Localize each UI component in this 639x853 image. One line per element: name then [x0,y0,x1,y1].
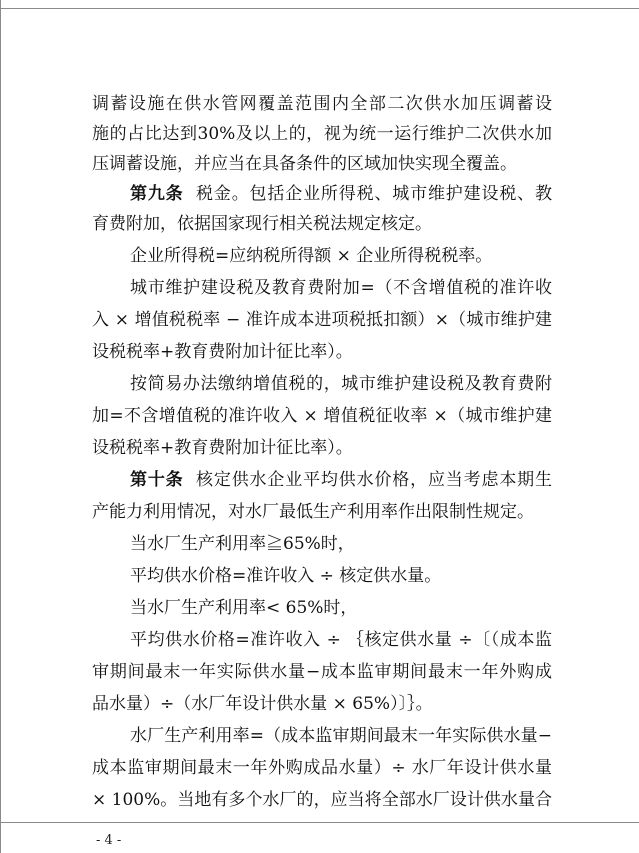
article-10-label: 第十条 [130,470,184,490]
text-line-15: 当水厂生产利用率≧65%时， [130,534,355,554]
text-line-19: 审期间最末一年实际供水量−成本监审期间最末一年外购成 [92,662,552,682]
page-left-border [0,0,1,853]
text-line-11: 加=不含增值税的准许收入 × 增值税征收率 ×（城市维护建 [92,406,552,426]
article-10-text: 核定供水企业平均供水价格，应当考虑本期生 [196,470,553,490]
text-line-12: 设税税率+教育费附加计征比率）。 [92,438,353,458]
text-line-22: 成本监审期间最末一年外购成品水量）÷ 水厂年设计供水量 [92,758,552,778]
text-line-21: 水厂生产利用率=（成本监审期间最末一年实际供水量− [130,726,552,746]
text-line-18: 平均供水价格=准许收入 ÷ ｛核定供水量 ÷〔（成本监 [130,630,552,650]
article-10-line-1 [130,470,552,490]
text-line-2: 施的占比达到30%及以上的，视为统一运行维护二次供水加 [92,124,552,144]
text-line-8: 入 × 增值税税率 − 准许成本进项税抵扣额）×（城市维护建 [92,310,552,330]
text-line-20: 品水量）÷（水厂年设计供水量 × 65%）〕｝。 [92,694,433,714]
text-line-6: 企业所得税=应纳税所得额 × 企业所得税税率。 [130,246,493,266]
text-line-10: 按简易办法缴纳增值税的，城市维护建设税及教育费附 [130,374,552,394]
text-line-17: 当水厂生产利用率< 65%时， [130,598,358,618]
text-line-5: 育费附加，依据国家现行相关税法规定核定。 [92,214,432,234]
article-9-line-1 [130,184,552,204]
page-number: - 4 - [96,833,122,848]
text-line-7: 城市维护建设税及教育费附加=（不含增值税的准许收 [130,278,552,298]
text-line-23: × 100%。当地有多个水厂的，应当将全部水厂设计供水量合 [92,790,552,810]
page-top-border [0,8,639,9]
page-bottom-border [0,822,639,823]
text-line-1: 调蓄设施在供水管网覆盖范围内全部二次供水加压调蓄设 [92,94,552,114]
article-9-text: 税金。包括企业所得税、城市维护建设税、教 [196,184,553,204]
text-line-3: 压调蓄设施，并应当在具备条件的区域加快实现全覆盖。 [92,154,517,174]
text-line-14: 产能力利用情况，对水厂最低生产利用率作出限制性规定。 [92,502,534,522]
article-9-label: 第九条 [130,184,184,204]
text-line-9: 设税税率+教育费附加计征比率）。 [92,342,353,362]
text-line-16: 平均供水价格=准许收入 ÷ 核定供水量。 [130,566,442,586]
